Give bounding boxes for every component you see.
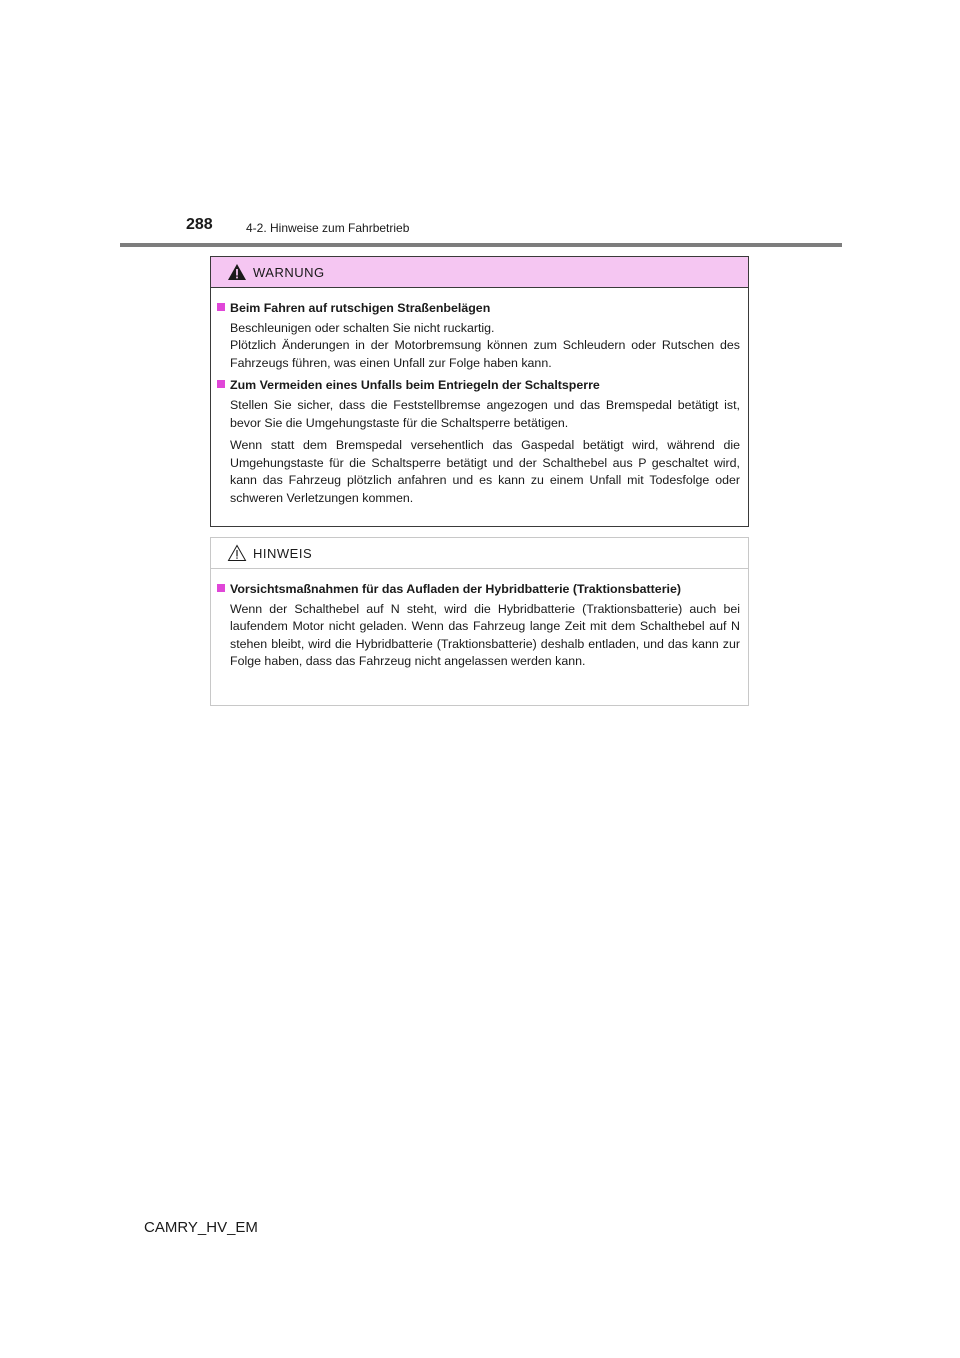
- page-number: 288: [186, 216, 213, 233]
- notice-paragraph: Wenn der Schalthebel auf N steht, wird die Hybridbatterie (Traktionsbatterie) auch bei laufendem Motor nicht geladen. Wenn das Fahrzeug lange Zeit mit dem Schalthebel auf N stehen bleibt, wird die Hybridbatterie (Traktionsbatterie) deshalb entladen, und das kann zur Folge haben, dass das Fahrzeug nicht angelassen werden kann.: [230, 601, 740, 669]
- square-bullet-icon: [217, 584, 225, 592]
- warning-paragraph: Beschleunigen oder schalten Sie nicht ruckartig.: [230, 320, 495, 335]
- warning-item-heading: [217, 300, 740, 318]
- warning-item-heading-text: Beim Fahren auf rutschigen Straßenbelägen: [230, 301, 491, 315]
- warning-triangle-filled-icon: [227, 263, 247, 281]
- section-title: 4-2. Hinweise zum Fahrbetrieb: [246, 221, 410, 235]
- warning-paragraph: Wenn statt dem Bremspedal versehentlich das Gaspedal betätigt wird, während die Umgehungstaste für die Schaltsperre betätigt und der Schalthebel aus P geschaltet wird, kann das Fahrzeug plötzlich anfahren und es kann zu einem Unfall mit Todesfolge oder schweren Verletzungen kommen.: [230, 438, 740, 505]
- warning-item-heading: [217, 377, 740, 395]
- notice-header: [211, 538, 748, 569]
- warning-label: WARNUNG: [253, 264, 325, 280]
- notice-item-heading: [217, 581, 740, 599]
- warning-item-heading-text: Zum Vermeiden eines Unfalls beim Entriegeln der Schaltsperre: [230, 378, 600, 393]
- square-bullet-icon: [217, 303, 225, 311]
- warning-body: [211, 288, 748, 508]
- header-rule: [120, 243, 842, 247]
- notice-item-heading-text: Vorsichtsmaßnahmen für das Aufladen der Hybridbatterie (Traktionsbatterie): [230, 582, 681, 596]
- square-bullet-icon: [217, 380, 225, 388]
- footer-model-code: CAMRY_HV_EM: [144, 1219, 258, 1236]
- notice-body: [211, 569, 748, 671]
- warning-paragraph: Plötzlich Änderungen in der Motorbremsung können zum Schleudern oder Rutschen des Fahrzeugs führen, was einen Unfall zur Folge haben kann.: [230, 338, 740, 370]
- warning-header: [211, 257, 748, 288]
- warning-box: [210, 256, 749, 527]
- notice-box: [210, 537, 749, 706]
- warning-triangle-outline-icon: [227, 544, 247, 562]
- warning-paragraph: Stellen Sie sicher, dass die Feststellbremse angezogen und das Bremspedal betätigt ist, bevor Sie die Umgehungstaste für die Schaltsperre betätigen.: [230, 397, 740, 430]
- notice-label: HINWEIS: [253, 545, 313, 561]
